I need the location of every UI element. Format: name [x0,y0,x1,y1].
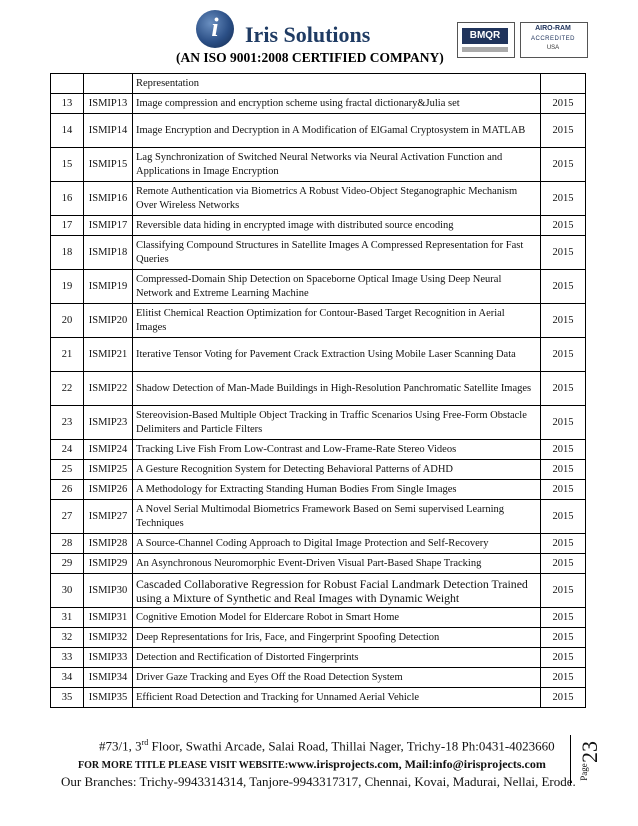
project-title-cell: Driver Gaze Tracking and Eyes Off the Road Detection System [133,668,541,688]
page-label: Page [579,763,589,781]
project-year-cell: 2015 [541,338,586,372]
project-title-cell: Shadow Detection of Man-Made Buildings in High-Resolution Panchromatic Satellite Images [133,372,541,406]
page-header [0,0,638,74]
project-title-cell: Cascaded Collaborative Regression for Robust Facial Landmark Detection Trained using a Mixture of Synthetic and Real Images with Dynamic Weight [133,574,541,608]
table-row [51,668,586,688]
row-number-cell: 34 [51,668,84,688]
row-number-cell [51,74,84,94]
table-row [51,114,586,148]
project-code-cell: ISMIP18 [84,236,133,270]
row-number-cell: 30 [51,574,84,608]
project-code-cell: ISMIP13 [84,94,133,114]
project-year-cell: 2015 [541,148,586,182]
bmqr-certification-badge [457,22,515,58]
project-title-cell: Efficient Road Detection and Tracking for Unnamed Aerial Vehicle [133,688,541,708]
website-link[interactable]: www.irisprojects.com [288,757,399,771]
row-number-cell: 23 [51,406,84,440]
bmqr-badge-label: BMQR [462,28,508,44]
table-row [51,500,586,534]
office-address [99,738,569,754]
project-code-cell: ISMIP28 [84,534,133,554]
project-title-cell: Tracking Live Fish From Low-Contrast and Low-Frame-Rate Stereo Videos [133,440,541,460]
row-number-cell: 26 [51,480,84,500]
project-code-cell: ISMIP23 [84,406,133,440]
table-row [51,648,586,668]
logo-glyph: i [211,13,219,42]
project-year-cell: 2015 [541,500,586,534]
project-code-cell: ISMIP19 [84,270,133,304]
table-row [51,480,586,500]
table-row [51,534,586,554]
project-title-cell: Lag Synchronization of Switched Neural Networks via Neural Activation Function and Applications in Image Encryption [133,148,541,182]
project-code-cell [84,74,133,94]
project-title-cell: Stereovision-Based Multiple Object Tracking in Traffic Scenarios Using Free-Form Obstacle Delimiters and Particle Filters [133,406,541,440]
table-row [51,338,586,372]
branches-line: Our Branches: Trichy-9943314314, Tanjore-9943317317, Chennai, Kovai, Madurai, Nellai, Erode. [61,774,576,789]
project-title-cell: Cognitive Emotion Model for Eldercare Robot in Smart Home [133,608,541,628]
table-row [51,372,586,406]
accreditation-badge-mid: ACCREDITED [530,36,575,42]
project-code-cell: ISMIP29 [84,554,133,574]
project-titles-table-body [51,74,586,708]
table-row [51,406,586,440]
row-number-cell: 16 [51,182,84,216]
project-year-cell: 2015 [541,688,586,708]
row-number-cell: 15 [51,148,84,182]
project-titles-table-wrapper [50,73,586,708]
more-titles-label: FOR MORE TITLE PLEASE VISIT WEBSITE: [78,760,289,771]
project-year-cell: 2015 [541,628,586,648]
project-code-cell: ISMIP24 [84,440,133,460]
project-code-cell: ISMIP14 [84,114,133,148]
row-number-cell: 20 [51,304,84,338]
table-row [51,688,586,708]
project-title-cell: Deep Representations for Iris, Face, and Fingerprint Spoofing Detection [133,628,541,648]
project-year-cell: 2015 [541,94,586,114]
address-ordinal-suffix: rd [141,738,149,747]
row-number-cell: 19 [51,270,84,304]
project-code-cell: ISMIP16 [84,182,133,216]
project-code-cell: ISMIP17 [84,216,133,236]
project-code-cell: ISMIP31 [84,608,133,628]
company-name: Iris Solutions [245,22,371,47]
project-code-cell: ISMIP22 [84,372,133,406]
project-code-cell: ISMIP34 [84,668,133,688]
row-number-cell: 28 [51,534,84,554]
project-year-cell: 2015 [541,534,586,554]
project-year-cell: 2015 [541,270,586,304]
project-title-cell: Classifying Compound Structures in Satellite Images A Compressed Representation for Fast Queries [133,236,541,270]
row-number-cell: 33 [51,648,84,668]
table-row [51,608,586,628]
table-row [51,216,586,236]
project-code-cell: ISMIP32 [84,628,133,648]
table-row [51,74,586,94]
project-code-cell: ISMIP33 [84,648,133,668]
project-title-cell: Image compression and encryption scheme using fractal dictionary&Julia set [133,94,541,114]
project-code-cell: ISMIP25 [84,460,133,480]
project-title-cell: Detection and Rectification of Distorted Fingerprints [133,648,541,668]
row-number-cell: 27 [51,500,84,534]
project-year-cell [541,74,586,94]
row-number-cell: 24 [51,440,84,460]
table-row [51,304,586,338]
table-row [51,460,586,480]
row-number-cell: 35 [51,688,84,708]
company-tagline: (AN ISO 9001:2008 CERTIFIED COMPANY) [176,50,444,65]
project-title-cell: A Source-Channel Coding Approach to Digital Image Protection and Self-Recovery [133,534,541,554]
table-row [51,628,586,648]
row-number-cell: 17 [51,216,84,236]
table-row [51,554,586,574]
table-row [51,440,586,460]
project-title-cell: Elitist Chemical Reaction Optimization for Contour-Based Target Recognition in Aerial Images [133,304,541,338]
project-code-cell: ISMIP20 [84,304,133,338]
project-title-cell: Representation [133,74,541,94]
row-number-cell: 29 [51,554,84,574]
project-year-cell: 2015 [541,668,586,688]
row-number-cell: 14 [51,114,84,148]
project-year-cell: 2015 [541,406,586,440]
project-year-cell: 2015 [541,460,586,480]
row-number-cell: 21 [51,338,84,372]
project-title-cell: Remote Authentication via Biometrics A Robust Video-Object Steganographic Mechanism Over Wireless Networks [133,182,541,216]
table-row [51,148,586,182]
project-title-cell: Reversible data hiding in encrypted image with distributed source encoding [133,216,541,236]
project-year-cell: 2015 [541,648,586,668]
company-logo-icon [196,10,234,48]
project-year-cell: 2015 [541,574,586,608]
project-title-cell: Image Encryption and Decryption in A Modification of ElGamal Cryptosystem in MATLAB [133,114,541,148]
table-row [51,574,586,608]
project-title-cell: A Novel Serial Multimodal Biometrics Framework Based on Semi supervised Learning Techniques [133,500,541,534]
project-year-cell: 2015 [541,216,586,236]
accreditation-badge-bottom: USA [546,45,560,51]
row-number-cell: 13 [51,94,84,114]
project-year-cell: 2015 [541,608,586,628]
project-year-cell: 2015 [541,372,586,406]
page-number-box [570,735,601,785]
project-year-cell: 2015 [541,182,586,216]
address-prefix: #73/1, 3 [99,738,142,754]
table-row [51,182,586,216]
project-code-cell: ISMIP35 [84,688,133,708]
row-number-cell: 25 [51,460,84,480]
project-code-cell: ISMIP15 [84,148,133,182]
row-number-cell: 32 [51,628,84,648]
accreditation-badge [520,22,588,58]
project-year-cell: 2015 [541,440,586,460]
project-code-cell: ISMIP26 [84,480,133,500]
website-contact-line [78,757,598,772]
row-number-cell: 22 [51,372,84,406]
table-row [51,236,586,270]
accreditation-badge-top: AIRO-RAM [535,25,571,32]
project-year-cell: 2015 [541,236,586,270]
project-code-cell: ISMIP27 [84,500,133,534]
project-title-cell: An Asynchronous Neuromorphic Event-Driven Visual Part-Based Shape Tracking [133,554,541,574]
row-number-cell: 31 [51,608,84,628]
project-year-cell: 2015 [541,304,586,338]
project-year-cell: 2015 [541,480,586,500]
project-title-cell: Iterative Tensor Voting for Pavement Crack Extraction Using Mobile Laser Scanning Data [133,338,541,372]
page-number: 23 [577,741,602,763]
email-contact[interactable]: , Mail:info@irisprojects.com [398,757,546,771]
project-title-cell: A Gesture Recognition System for Detecting Behavioral Patterns of ADHD [133,460,541,480]
project-code-cell: ISMIP30 [84,574,133,608]
project-year-cell: 2015 [541,554,586,574]
row-number-cell: 18 [51,236,84,270]
table-row [51,94,586,114]
project-title-cell: Compressed-Domain Ship Detection on Spaceborne Optical Image Using Deep Neural Network and Extreme Learning Machine [133,270,541,304]
table-row [51,270,586,304]
bmqr-badge-strip [462,47,508,52]
project-year-cell: 2015 [541,114,586,148]
project-titles-table [50,73,586,708]
project-title-cell: A Methodology for Extracting Standing Human Bodies From Single Images [133,480,541,500]
address-rest: Floor, Swathi Arcade, Salai Road, Thillai Nager, Trichy-18 Ph:0431-4023660 [148,738,555,754]
project-code-cell: ISMIP21 [84,338,133,372]
